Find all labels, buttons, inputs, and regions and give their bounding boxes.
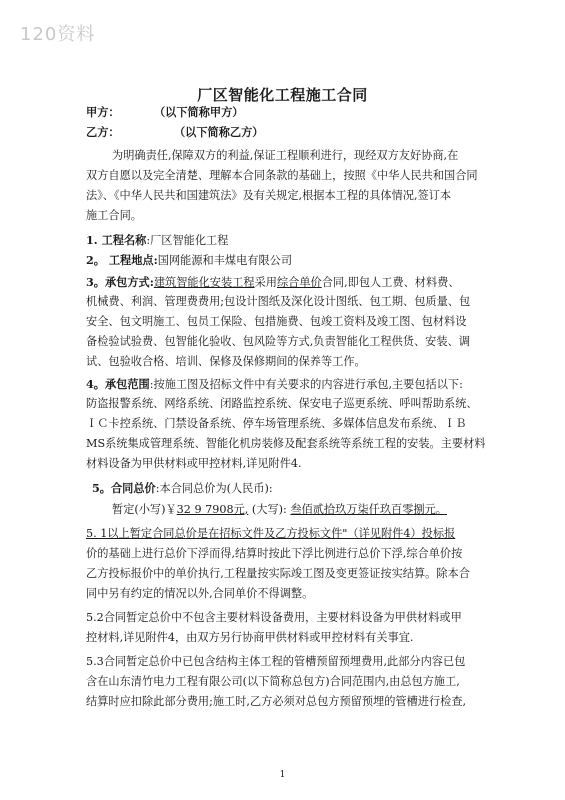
price-prefix: 暂定(小写)￥ — [112, 503, 177, 516]
section-4-head — [86, 376, 490, 393]
section-1-text: :厂区智能化工程 — [146, 234, 229, 247]
party-b-note: （以下简称乙方） — [179, 125, 264, 139]
intro-line: 双方自愿以及完全清楚、理解本合同条款的基础上，按照《中华人民共和国合同 — [86, 169, 478, 182]
party-a-note: （以下简称甲方） — [159, 105, 244, 119]
section-5-head — [92, 480, 496, 497]
section-4-line: MS系统集成管理系统、智能化机房装修及配套系统等系统工程的安装。主要材料 — [86, 437, 486, 450]
section-3-mid: 采用 — [254, 276, 277, 289]
section-4-rest: :按施工图及招标文件中有关要求的内容进行承包,主要包括以下: — [149, 378, 463, 391]
party-a-label: 甲方： — [86, 105, 120, 119]
clause-5-1-head: 5. 1以上暂定合同总价是在招标文件及乙方投标文件"（详见附件4）投标报 — [86, 527, 456, 540]
section-4-line: ＩＣ卡控系统、门禁设备系统、停车场管理系统、多媒体信息发布系统、ＩＢ — [86, 417, 467, 430]
page-number: 1 — [279, 770, 286, 780]
clause-5-2-line: 控材料,详见附件4，由双方另行协商甲供材料或甲控材料有关事宜. — [86, 631, 414, 644]
price-big: 叁佰贰拾玖万柒仟玖百零捌元。 — [290, 503, 447, 516]
section-3-line: 安全、包文明施工、包员工保险、包措施费、包竣工资料及竣工图、包材料设 — [86, 315, 467, 328]
intro-line: 法》、《中华人民共和国建筑法》及有关规定,根据本工程的具体情况,签订本 — [86, 189, 452, 202]
party-b-line — [86, 124, 490, 140]
clause-5-1-line: 价的基础上进行总价下浮而得,结算时按此下浮比例进行总价下浮,综合单价按 — [86, 547, 463, 560]
section-3-rest: 合同,即包人工费、材料费、 — [321, 276, 460, 289]
intro-line: 为明确责任,保障双方的利益,保证工程顺利进行，现经双方友好协商,在 — [112, 149, 459, 162]
section-4-label: 4。承包范围 — [86, 377, 150, 391]
clause-5-2-line: 5.2合同暂定总价中不包含主要材料设备费用，主要材料设备为甲供材料或甲 — [86, 611, 462, 624]
clause-5-1-line: 乙方投标报价中的单价执行,工程量按实际竣工图及变更签证按实结算。除本合 — [86, 567, 470, 580]
section-2-text: 国网能源和丰煤电有限公司 — [157, 254, 293, 267]
party-b-label: 乙方： — [86, 125, 120, 139]
section-3-line: 试、包验收合格、培训、保修及保修期间的保养等工作。 — [86, 355, 366, 368]
section-3-underline-1: 建筑智能化安装工程 — [153, 276, 255, 289]
contract-title: 厂区智能化工程施工合同 — [197, 86, 368, 104]
price-small: 32 9 7908元, — [176, 503, 249, 516]
section-3-head — [86, 274, 490, 291]
section-1-label: 1. 工程名称 — [86, 233, 147, 247]
party-a-line — [86, 104, 490, 120]
section-3-underline-2: 综合单价 — [276, 276, 322, 289]
section-4-line: 防盗报警系统、网络系统、闭路监控系统、保安电子巡更系统、呼叫帮助系统、 — [86, 397, 478, 410]
section-3-line: 机械费、利润、管理费费用;包设计图纸及深化设计图纸、包工期、包质量、包 — [86, 295, 471, 308]
clause-5-3-line: 5.3合同暂定总价中已包含结构主体工程的管槽预留预埋费用,此部分内容已包 — [86, 655, 466, 668]
section-2 — [86, 252, 490, 269]
section-3-line: 备检验试验费、包智能化验收、包风险等方式,负责智能化工程供货、安装、调 — [86, 335, 470, 348]
section-1 — [86, 232, 490, 249]
intro-line: 施工合同。 — [86, 209, 142, 222]
section-2-label: 2。 工程地点: — [86, 253, 158, 267]
section-5-rest: :本合同总价为(人民币): — [155, 482, 273, 495]
clause-5-3-line: 含在山东清竹电力工程有限公司(以下简称总包方)合同范围内,由总包方施工, — [86, 675, 460, 688]
watermark: 120资料 — [20, 24, 96, 45]
contract-price — [112, 502, 516, 518]
clause-5-1-line: 同中另有约定的情况以外,合同单价不得调整。 — [86, 587, 314, 600]
section-5-label: 5。合同总价 — [92, 481, 156, 495]
clause-5-3-line: 结算时应扣除此部分费用;施工时,乙方必须对总包方预留预埋的管槽进行检查, — [86, 695, 467, 708]
section-4-line: 材料设备为甲供材料或甲控材料,详见附件4. — [86, 457, 302, 470]
price-mid: (大写): — [248, 503, 291, 516]
section-3-label: 3。承包方式: — [86, 275, 154, 289]
